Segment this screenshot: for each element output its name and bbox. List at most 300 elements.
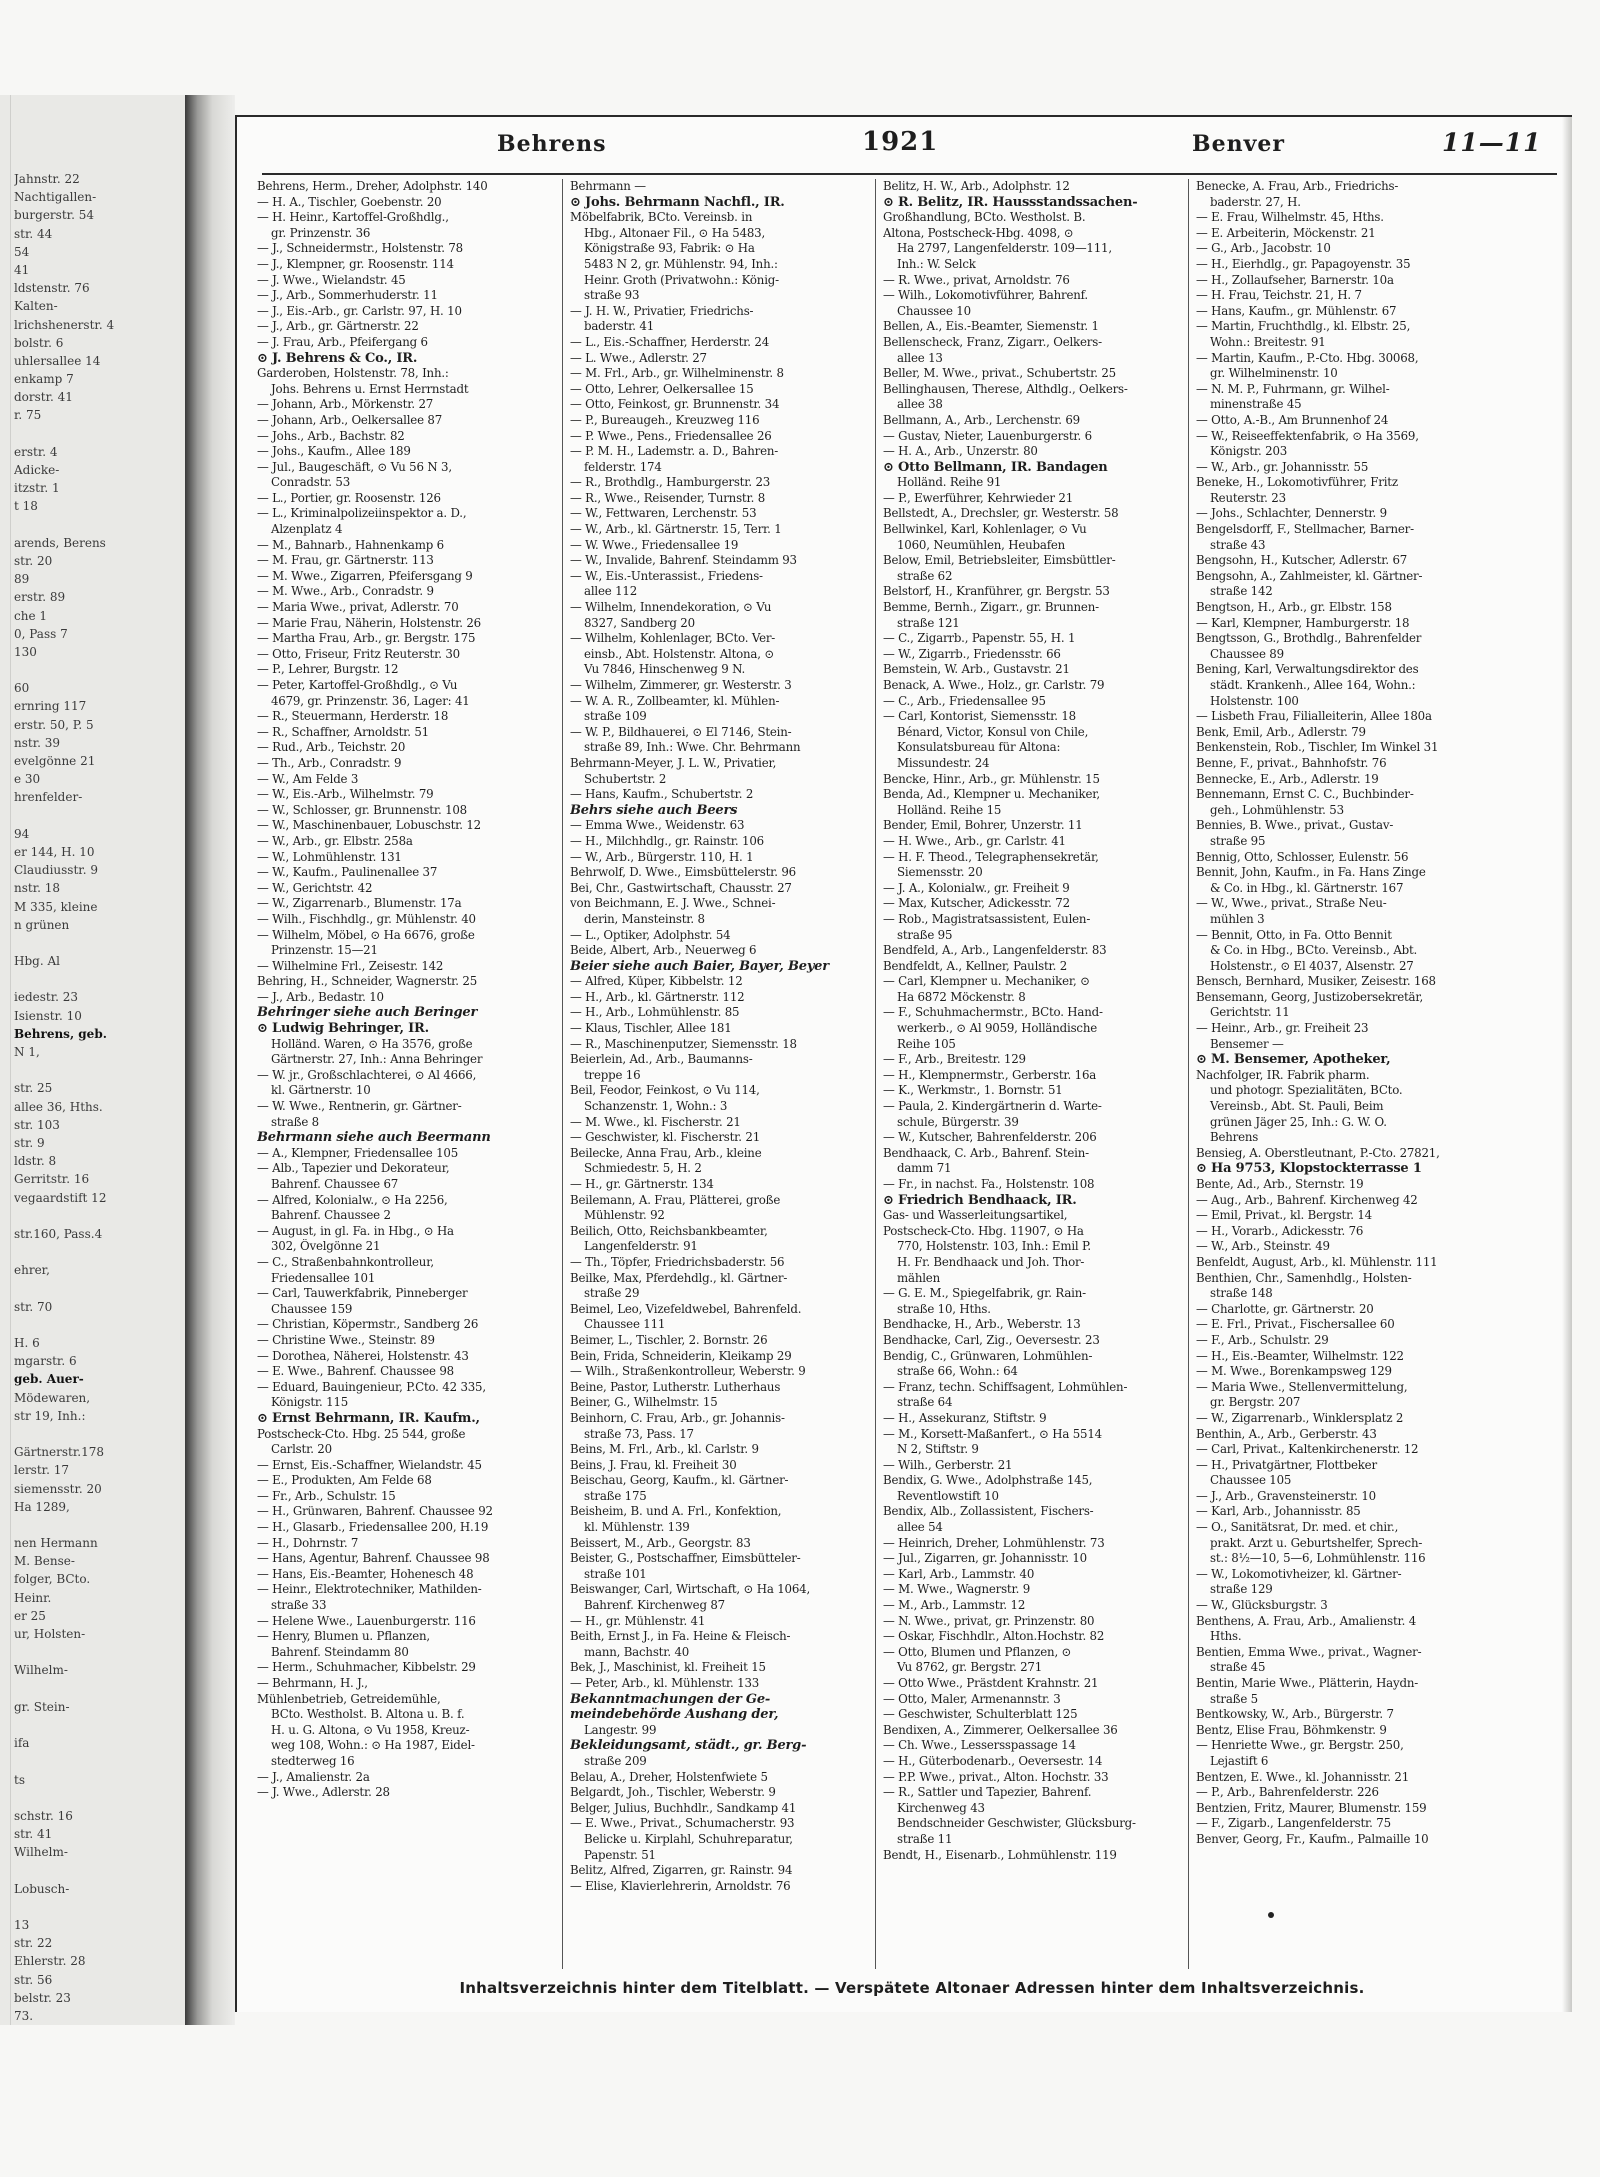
directory-entry: — L., Eis.-Schaffner, Herderstr. 24 bbox=[570, 334, 770, 349]
directory-entry: Beide, Albert, Arb., Neuerweg 6 bbox=[570, 943, 757, 958]
directory-entry: mählen bbox=[897, 1270, 940, 1285]
left-page-line bbox=[14, 1898, 184, 1916]
directory-entry: minenstraße 45 bbox=[1210, 397, 1302, 412]
directory-entry: werkerb., ⊙ Al 9059, Holländische bbox=[897, 1021, 1098, 1036]
directory-entry: — P., Lehrer, Burgstr. 12 bbox=[257, 662, 399, 677]
directory-entry: — R. Wwe., privat, Arnoldstr. 76 bbox=[883, 272, 1070, 287]
directory-entry: Belau, A., Dreher, Holstenfwiete 5 bbox=[570, 1769, 768, 1784]
directory-entry: Bellmann, A., Arb., Lerchenstr. 69 bbox=[883, 412, 1080, 427]
directory-entry: — Carl, Kontorist, Siemensstr. 18 bbox=[883, 709, 1076, 724]
directory-entry: Reventlowstift 10 bbox=[897, 1488, 999, 1503]
left-page-line: M. Bense- bbox=[14, 1554, 75, 1569]
directory-entry: — H., Zollaufseher, Barnerstr. 10a bbox=[1196, 272, 1394, 287]
directory-entry: Bek, J., Maschinist, kl. Freiheit 15 bbox=[570, 1660, 766, 1675]
left-page-line: schstr. 16 bbox=[14, 1808, 73, 1823]
directory-entry: Behrens, Herm., Dreher, Adolphstr. 140 bbox=[257, 179, 488, 193]
directory-entry: Bensieg, A. Oberstleutnant, P.-Cto. 27821, bbox=[1196, 1145, 1440, 1160]
directory-entry: Beister, G., Postschaffner, Eimsbütteler- bbox=[570, 1551, 801, 1566]
left-page-line: Nachtigallen- bbox=[14, 190, 97, 205]
directory-entry: Beischau, Georg, Kaufm., kl. Gärtner- bbox=[570, 1473, 789, 1488]
directory-entry: Bentzien, Fritz, Maurer, Blumenstr. 159 bbox=[1196, 1800, 1427, 1815]
directory-entry: — Gustav, Nieter, Lauenburgerstr. 6 bbox=[883, 428, 1092, 443]
directory-entry: ⊙ M. Bensemer, Apotheker, bbox=[1196, 1052, 1391, 1068]
directory-entry: — E. Frau, Wilhelmstr. 45, Hths. bbox=[1196, 210, 1384, 225]
directory-entry: — C., Straßenbahnkontrolleur, bbox=[257, 1254, 434, 1269]
directory-entry: straße 148 bbox=[1210, 1286, 1273, 1301]
directory-entry: Behrmann siehe auch Beermann bbox=[257, 1130, 491, 1146]
directory-entry: Benk, Emil, Arb., Adlerstr. 79 bbox=[1196, 724, 1366, 739]
directory-entry: — Wilhelm, Kohlenlager, BCto. Ver- bbox=[570, 631, 776, 646]
directory-entry: prakt. Arzt u. Geburtshelfer, Sprech- bbox=[1210, 1535, 1423, 1550]
directory-entry: und photogr. Spezialitäten, BCto. bbox=[1210, 1083, 1403, 1098]
directory-entry: felderstr. 174 bbox=[584, 459, 662, 474]
directory-entry: Inh.: W. Selck bbox=[897, 256, 976, 271]
directory-entry: straße 8 bbox=[271, 1114, 319, 1129]
directory-entry: — Martin, Fruchthdlg., kl. Elbstr. 25, bbox=[1196, 319, 1411, 334]
left-page-line bbox=[14, 1316, 184, 1334]
directory-entry: Benver, Georg, Fr., Kaufm., Palmaille 10 bbox=[1196, 1831, 1429, 1846]
left-page-line: ifa bbox=[14, 1736, 30, 1751]
directory-entry: — W. jr., Großschlachterei, ⊙ Al 4666, bbox=[257, 1067, 477, 1082]
left-page-line: str. 22 bbox=[14, 1936, 53, 1951]
directory-entry: Bei, Chr., Gastwirtschaft, Chausstr. 27 bbox=[570, 880, 792, 895]
directory-entry: Bening, Karl, Verwaltungsdirektor des bbox=[1196, 662, 1419, 677]
left-page-line: itzstr. 1 bbox=[14, 481, 60, 496]
directory-entry: allee 13 bbox=[897, 350, 943, 365]
left-page-line: str. 9 bbox=[14, 1135, 45, 1150]
directory-entry: Benecke, A. Frau, Arb., Friedrichs- bbox=[1196, 179, 1399, 193]
directory-entry: — J., Arb., gr. Gärtnerstr. 22 bbox=[257, 319, 419, 334]
directory-entry: — Charlotte, gr. Gärtnerstr. 20 bbox=[1196, 1301, 1374, 1316]
directory-entry: — W., Eis.-Arb., Wilhelmstr. 79 bbox=[257, 787, 434, 802]
left-page-line: Wilhelm- bbox=[14, 1845, 68, 1860]
directory-entry: straße 45 bbox=[1210, 1660, 1266, 1675]
directory-entry: — P., Arb., Bahrenfelderstr. 226 bbox=[1196, 1785, 1379, 1800]
directory-entry: — Fr., in nachst. Fa., Holstenstr. 108 bbox=[883, 1177, 1095, 1191]
left-page-line: ldstr. 8 bbox=[14, 1154, 57, 1169]
directory-entry: — L., Kriminalpolizeiinspektor a. D., bbox=[257, 506, 467, 521]
directory-entry: Bengelsdorff, F., Stellmacher, Barner- bbox=[1196, 522, 1414, 537]
directory-entry: — H. Wwe., Arb., gr. Carlstr. 41 bbox=[883, 833, 1066, 848]
directory-entry: — Hans, Agentur, Bahrenf. Chaussee 98 bbox=[257, 1551, 490, 1566]
book-gutter bbox=[185, 95, 235, 2025]
directory-entry: allee 112 bbox=[584, 584, 638, 599]
directory-entry: Beine, Pastor, Lutherstr. Lutherhaus bbox=[570, 1379, 781, 1394]
directory-entry: Bentzen, E. Wwe., kl. Johannisstr. 21 bbox=[1196, 1769, 1410, 1784]
directory-entry: Benthens, A. Frau, Arb., Amalienstr. 4 bbox=[1196, 1613, 1417, 1628]
directory-entry: — J., Eis.-Arb., gr. Carlstr. 97, H. 10 bbox=[257, 303, 462, 318]
directory-entry: Garderoben, Holstenstr. 78, Inh.: bbox=[257, 366, 449, 381]
directory-entry: — Heinr., Arb., gr. Freiheit 23 bbox=[1196, 1021, 1369, 1036]
directory-entry: — Martin, Kaufm., P.-Cto. Hbg. 30068, bbox=[1196, 350, 1419, 365]
directory-entry: Behrmann-Meyer, J. L. W., Privatier, bbox=[570, 755, 777, 770]
directory-entry: Benne, F., privat., Bahnhofstr. 76 bbox=[1196, 755, 1387, 770]
left-page-line bbox=[14, 1643, 184, 1661]
left-page-line: Wilhelm- bbox=[14, 1663, 68, 1678]
directory-entry: Friedensallee 101 bbox=[271, 1270, 376, 1285]
directory-entry: — E. Arbeiterin, Möckenstr. 21 bbox=[1196, 225, 1376, 240]
directory-entry: — Geschwister, Schulterblatt 125 bbox=[883, 1707, 1078, 1722]
directory-entry: weg 108, Wohn.: ⊙ Ha 1987, Eidel- bbox=[271, 1738, 475, 1753]
left-page-line: nstr. 18 bbox=[14, 881, 61, 896]
left-facing-page bbox=[0, 95, 186, 2025]
directory-entry: allee 38 bbox=[897, 397, 943, 412]
directory-entry: Benack, A. Wwe., Holz., gr. Carlstr. 79 bbox=[883, 678, 1105, 692]
left-page-line: M 335, kleine bbox=[14, 899, 98, 914]
directory-entry: Gas- und Wasserleitungsartikel, bbox=[883, 1208, 1068, 1223]
directory-entry: 302, Övelgönne 21 bbox=[271, 1239, 381, 1254]
left-page-line: ts bbox=[14, 1772, 25, 1787]
directory-entry: Wohn.: Breitestr. 91 bbox=[1210, 334, 1326, 349]
header-last-name: Benver bbox=[1192, 131, 1285, 157]
left-page-line: gr. Stein- bbox=[14, 1699, 70, 1714]
directory-entry: — Herm., Schuhmacher, Kibbelstr. 29 bbox=[257, 1660, 476, 1675]
left-page-line: dorstr. 41 bbox=[14, 390, 73, 405]
directory-entry: Bendschneider Geschwister, Glücksburg- bbox=[897, 1816, 1136, 1831]
left-page-line: Lobusch- bbox=[14, 1881, 70, 1896]
directory-entry: — L., Optiker, Adolphstr. 54 bbox=[570, 927, 731, 942]
directory-entry: — Emil, Privat., kl. Bergstr. 14 bbox=[1196, 1208, 1372, 1223]
directory-entry: Reihe 105 bbox=[897, 1036, 956, 1051]
directory-entry: kl. Gärtnerstr. 10 bbox=[271, 1083, 371, 1098]
directory-entry: — Carl, Privat., Kaltenkirchenerstr. 12 bbox=[1196, 1442, 1419, 1457]
left-page-line bbox=[14, 516, 184, 534]
directory-entry: Bencke, Hinr., Arb., gr. Mühlenstr. 15 bbox=[883, 771, 1100, 786]
directory-entry: Bennemann, Ernst C. C., Buchbinder- bbox=[1196, 787, 1414, 802]
left-page-line: erstr. 4 bbox=[14, 444, 58, 459]
directory-entry: Altona, Postscheck-Hbg. 4098, ⊙ bbox=[883, 225, 1074, 240]
directory-entry: einsb., Abt. Holstenstr. Altona, ⊙ bbox=[584, 646, 775, 661]
directory-entry: Conradstr. 53 bbox=[271, 475, 350, 490]
directory-entry: Bahrenf. Chaussee 2 bbox=[271, 1208, 391, 1223]
directory-entry: — J., Amalienstr. 2a bbox=[257, 1769, 370, 1784]
directory-entry: Gärtnerstr. 27, Inh.: Anna Behringer bbox=[271, 1052, 483, 1067]
directory-entry: Beneke, H., Lokomotivführer, Fritz bbox=[1196, 475, 1398, 490]
directory-entry: straße 11 bbox=[897, 1831, 953, 1846]
directory-entry: Bengsohn, H., Kutscher, Adlerstr. 67 bbox=[1196, 553, 1408, 568]
directory-entry: — Alfred, Kolonialw., ⊙ Ha 2256, bbox=[257, 1192, 448, 1207]
directory-entry: Beimer, L., Tischler, 2. Bornstr. 26 bbox=[570, 1332, 768, 1347]
directory-entry: — F., Arb., Schulstr. 29 bbox=[1196, 1332, 1329, 1347]
left-page-line: 89 bbox=[14, 572, 30, 587]
left-page-line: Hbg. Al bbox=[14, 954, 60, 969]
directory-entry: — H., Assekuranz, Stiftstr. 9 bbox=[883, 1410, 1047, 1425]
directory-entry: Bendix, Alb., Zollassistent, Fischers- bbox=[883, 1504, 1094, 1519]
directory-entry: — Karl, Klempner, Hamburgerstr. 18 bbox=[1196, 615, 1410, 630]
directory-entry: — W., Arb., gr. Elbstr. 258a bbox=[257, 833, 413, 848]
left-page-line: vegaardstift 12 bbox=[14, 1190, 107, 1205]
directory-entry: Chaussee 105 bbox=[1210, 1473, 1292, 1488]
directory-entry: Johs. Behrens u. Ernst Herrnstadt bbox=[271, 381, 469, 396]
page-edge-shadow bbox=[1562, 117, 1572, 2012]
directory-entry: — Johann, Arb., Mörkenstr. 27 bbox=[257, 397, 434, 412]
directory-entry: — C., Zigarrb., Papenstr. 55, H. 1 bbox=[883, 631, 1076, 646]
left-page-line: arends, Berens bbox=[14, 535, 106, 550]
directory-entry: — Martha Frau, Arb., gr. Bergstr. 175 bbox=[257, 631, 476, 646]
directory-entry: Konsulatsbureau für Altona: bbox=[897, 740, 1061, 755]
directory-entry: Großhandlung, BCto. Westholst. B. bbox=[883, 210, 1086, 225]
directory-entry: — Johs., Arb., Bachstr. 82 bbox=[257, 428, 405, 443]
directory-entry: — M., Arb., Lammstr. 12 bbox=[883, 1598, 1026, 1613]
directory-entry: allee 54 bbox=[897, 1520, 943, 1535]
directory-entry: — Elise, Klavierlehrerin, Arnoldstr. 76 bbox=[570, 1878, 791, 1893]
left-page-line: str. 44 bbox=[14, 226, 53, 241]
directory-entry: — J. Wwe., Adlerstr. 28 bbox=[257, 1785, 390, 1800]
directory-entry: schule, Bürgerstr. 39 bbox=[897, 1114, 1019, 1129]
directory-entry: Bekanntmachungen der Ge- bbox=[570, 1691, 771, 1707]
directory-entry: Bekleidungsamt, städt., gr. Berg- bbox=[570, 1738, 807, 1754]
left-page-line bbox=[14, 1861, 184, 1879]
left-page-line bbox=[14, 1516, 184, 1534]
left-page-line: Heinr. bbox=[14, 1590, 52, 1605]
directory-entry: 1060, Neumühlen, Heubafen bbox=[897, 537, 1066, 552]
left-page-line: Kalten- bbox=[14, 299, 58, 314]
directory-entry: — Ch. Wwe., Lessersspassage 14 bbox=[883, 1738, 1076, 1753]
directory-entry: straße 121 bbox=[897, 615, 960, 630]
directory-entry: Benda, Ad., Klempner u. Mechaniker, bbox=[883, 787, 1100, 802]
directory-entry: Bentkowsky, W., Arb., Bürgerstr. 7 bbox=[1196, 1707, 1394, 1722]
directory-entry: von Beichmann, E. J. Wwe., Schnei- bbox=[570, 896, 776, 911]
directory-entry: Behring, H., Schneider, Wagnerstr. 25 bbox=[257, 974, 478, 989]
directory-entry: straße 73, Pass. 17 bbox=[584, 1426, 694, 1441]
directory-entry: Mühlenstr. 92 bbox=[584, 1208, 665, 1223]
directory-entry: — R., Maschinenputzer, Siemensstr. 18 bbox=[570, 1036, 797, 1051]
directory-entry: Bentien, Emma Wwe., privat., Wagner- bbox=[1196, 1644, 1422, 1659]
left-page-line: evelgönne 21 bbox=[14, 754, 96, 768]
directory-entry: Bente, Ad., Arb., Sternstr. 19 bbox=[1196, 1177, 1364, 1191]
directory-entry: Belstorf, H., Kranführer, gr. Bergstr. 53 bbox=[883, 584, 1110, 599]
left-page-line bbox=[14, 425, 184, 443]
directory-entry: — Alb., Tapezier und Dekorateur, bbox=[257, 1161, 450, 1176]
directory-entry: straße 142 bbox=[1210, 584, 1273, 599]
directory-entry: — W., Arb., kl. Gärtnerstr. 15, Terr. 1 bbox=[570, 522, 782, 537]
left-page-line bbox=[14, 1061, 184, 1079]
directory-entry: — Heinr., Elektrotechniker, Mathilden- bbox=[257, 1582, 482, 1597]
directory-entry: — Hans, Kaufm., Schubertstr. 2 bbox=[570, 787, 754, 802]
left-page-line bbox=[14, 1243, 184, 1261]
directory-entry: — N. M. P., Fuhrmann, gr. Wilhel- bbox=[1196, 381, 1390, 396]
directory-entry: — M. Frl., Arb., gr. Wilhelminenstr. 8 bbox=[570, 366, 784, 381]
directory-entry: derin, Mansteinstr. 8 bbox=[584, 911, 705, 926]
directory-column-2 bbox=[570, 179, 870, 1969]
directory-page bbox=[235, 115, 1572, 2012]
directory-entry: straße 43 bbox=[1210, 537, 1266, 552]
directory-entry: — W. Wwe., Friedensallee 19 bbox=[570, 537, 739, 552]
left-page-line bbox=[14, 661, 184, 679]
directory-entry: Bengsohn, A., Zahlmeister, kl. Gärtner- bbox=[1196, 568, 1423, 583]
directory-entry: 770, Holstenstr. 103, Inh.: Emil P. bbox=[897, 1239, 1091, 1254]
directory-entry: — W., Reiseeffektenfabrik, ⊙ Ha 3569, bbox=[1196, 428, 1419, 443]
directory-entry: BCto. Westholst. B. Altona u. B. f. bbox=[271, 1707, 465, 1722]
directory-entry: — J. Wwe., Wielandstr. 45 bbox=[257, 272, 406, 287]
directory-entry: Beimel, Leo, Vizefeldwebel, Bahrenfeld. bbox=[570, 1301, 802, 1316]
directory-entry: — M., Bahnarb., Hahnenkamp 6 bbox=[257, 537, 444, 552]
directory-entry: straße 175 bbox=[584, 1488, 647, 1503]
directory-entry: — W., Arb., gr. Johannisstr. 55 bbox=[1196, 459, 1369, 474]
directory-entry: — J., Klempner, gr. Roosenstr. 114 bbox=[257, 256, 454, 271]
directory-entry: Hbg., Altonaer Fil., ⊙ Ha 5483, bbox=[584, 225, 766, 240]
directory-entry: — J. Frau, Arb., Pfeifergang 6 bbox=[257, 334, 428, 349]
directory-entry: Bensch, Bernhard, Musiker, Zeisestr. 168 bbox=[1196, 974, 1436, 989]
directory-entry: — M. Wwe., Borenkampsweg 129 bbox=[1196, 1364, 1392, 1379]
directory-entry: — M., Korsett-Maßanfert., ⊙ Ha 5514 bbox=[883, 1426, 1102, 1441]
directory-entry: Bénard, Victor, Konsul von Chile, bbox=[897, 724, 1089, 739]
directory-entry: — Peter, Arb., kl. Mühlenstr. 133 bbox=[570, 1676, 760, 1690]
directory-entry: Bellinghausen, Therese, Althdlg., Oelkers- bbox=[883, 381, 1128, 396]
directory-entry: — Karl, Arb., Johannisstr. 85 bbox=[1196, 1504, 1361, 1519]
left-page-line: er 144, H. 10 bbox=[14, 844, 95, 859]
directory-entry: Benthin, A., Arb., Gerberstr. 43 bbox=[1196, 1426, 1377, 1441]
directory-entry: gr. Prinzenstr. 36 bbox=[271, 225, 371, 240]
directory-entry: — W., Kutscher, Bahrenfelderstr. 206 bbox=[883, 1130, 1097, 1145]
directory-entry: Behrwolf, D. Wwe., Eimsbüttelerstr. 96 bbox=[570, 865, 796, 880]
left-page-line: 60 bbox=[14, 681, 30, 696]
column-divider bbox=[875, 179, 876, 1969]
left-page-line bbox=[14, 807, 184, 825]
directory-entry: — J. A., Kolonialw., gr. Freiheit 9 bbox=[883, 880, 1070, 895]
directory-entry: Behrs siehe auch Beers bbox=[570, 802, 738, 818]
directory-entry: — Otto, Blumen und Pflanzen, ⊙ bbox=[883, 1644, 1072, 1659]
directory-entry: Bensemer — bbox=[1210, 1036, 1284, 1051]
left-page-line: str. 70 bbox=[14, 1299, 53, 1314]
directory-entry: — Maria Wwe., Stellenvermittelung, bbox=[1196, 1379, 1408, 1394]
directory-entry: — Oskar, Fischhdlr., Alton.Hochstr. 82 bbox=[883, 1629, 1105, 1644]
directory-entry: — Peter, Kartoffel-Großhdlg., ⊙ Vu bbox=[257, 678, 458, 692]
directory-entry: — H., gr. Gärtnerstr. 134 bbox=[570, 1177, 714, 1191]
left-page-line: 0, Pass 7 bbox=[14, 626, 68, 641]
directory-entry: — Wilh., Straßenkontrolleur, Weberstr. 9 bbox=[570, 1364, 806, 1379]
directory-entry: straße 5 bbox=[1210, 1691, 1258, 1706]
directory-entry: Bein, Frida, Schneiderin, Kleikamp 29 bbox=[570, 1348, 792, 1363]
directory-entry: H. Fr. Bendhaack und Joh. Thor- bbox=[897, 1254, 1085, 1269]
directory-entry: — Heinrich, Dreher, Lohmühlenstr. 73 bbox=[883, 1535, 1105, 1550]
page-header bbox=[237, 117, 1572, 169]
directory-entry: — Otto, Friseur, Fritz Reuterstr. 30 bbox=[257, 646, 460, 661]
directory-entry: Holländ. Reihe 91 bbox=[897, 475, 1002, 490]
directory-entry: — Behrmann, H. J., bbox=[257, 1676, 368, 1690]
directory-entry: Bahrenf. Steindamm 80 bbox=[271, 1644, 409, 1659]
left-page-line: str. 41 bbox=[14, 1827, 53, 1842]
directory-entry: Bendhacke, Carl, Zig., Oeversestr. 23 bbox=[883, 1332, 1100, 1347]
directory-entry: stedterweg 16 bbox=[271, 1753, 355, 1768]
left-page-line: str. 56 bbox=[14, 1972, 53, 1987]
left-page-line: belstr. 23 bbox=[14, 1990, 71, 2005]
directory-entry: — Ernst, Eis.-Schaffner, Wielandstr. 45 bbox=[257, 1457, 482, 1472]
left-page-line: 94 bbox=[14, 826, 30, 841]
left-page-line: enkamp 7 bbox=[14, 372, 74, 387]
directory-entry: — Wilhelmine Frl., Zeisestr. 142 bbox=[257, 958, 444, 973]
directory-entry: straße 95 bbox=[897, 927, 953, 942]
left-page-line: Behrens, geb. bbox=[14, 1026, 107, 1041]
page-footer-note: Inhaltsverzeichnis hinter dem Titelblatt. — Verspätete Altonaer Adressen hinter dem Inhaltsverzeichnis. bbox=[459, 1979, 1365, 1997]
directory-entry: Bendt, H., Eisenarb., Lohmühlenstr. 119 bbox=[883, 1847, 1117, 1862]
directory-entry: Bendix, G. Wwe., Adolphstraße 145, bbox=[883, 1473, 1093, 1488]
directory-entry: Gerichtstr. 11 bbox=[1210, 1005, 1290, 1020]
directory-entry: — O., Sanitätsrat, Dr. med. et chir., bbox=[1196, 1520, 1399, 1535]
directory-entry: Below, Emil, Betriebsleiter, Eimsbüttler- bbox=[883, 553, 1116, 568]
directory-entry: — Hans, Eis.-Beamter, Hohenesch 48 bbox=[257, 1566, 474, 1581]
directory-entry: straße 29 bbox=[584, 1286, 640, 1301]
directory-entry: ⊙ Johs. Behrmann Nachfl., IR. bbox=[570, 194, 785, 210]
directory-entry: Belitz, H. W., Arb., Adolphstr. 12 bbox=[883, 179, 1070, 193]
left-page-line: Mödewaren, bbox=[14, 1390, 91, 1405]
directory-entry: — Wilhelm, Möbel, ⊙ Ha 6676, große bbox=[257, 927, 475, 942]
directory-entry: — Th., Arb., Conradstr. 9 bbox=[257, 755, 402, 770]
left-page-line: ehrer, bbox=[14, 1263, 50, 1278]
directory-entry: — F., Schuhmachermstr., BCto. Hand- bbox=[883, 1005, 1103, 1020]
directory-entry: — W., Invalide, Bahrenf. Steindamm 93 bbox=[570, 553, 797, 568]
directory-entry: damm 71 bbox=[897, 1161, 952, 1176]
directory-entry: — Maria Wwe., privat, Adlerstr. 70 bbox=[257, 600, 459, 615]
directory-entry: gr. Bergstr. 207 bbox=[1210, 1395, 1301, 1410]
directory-entry: — R., Brothdlg., Hamburgerstr. 23 bbox=[570, 475, 771, 490]
directory-entry: Bendhacke, H., Arb., Weberstr. 13 bbox=[883, 1317, 1081, 1332]
left-page-line: H. 6 bbox=[14, 1336, 40, 1350]
directory-entry: — August, in gl. Fa. in Hbg., ⊙ Ha bbox=[257, 1223, 454, 1238]
directory-entry: Königstr. 203 bbox=[1210, 444, 1288, 459]
directory-entry: — M. Wwe., kl. Fischerstr. 21 bbox=[570, 1114, 741, 1129]
column-divider bbox=[1188, 179, 1189, 1969]
directory-entry: — Max, Kutscher, Adickesstr. 72 bbox=[883, 896, 1070, 911]
directory-entry: Behrmann — bbox=[570, 179, 646, 193]
left-page-line bbox=[14, 1752, 184, 1770]
directory-entry: Lejastift 6 bbox=[1210, 1753, 1269, 1768]
directory-entry: — Otto Wwe., Prästdent Krahnstr. 21 bbox=[883, 1676, 1099, 1690]
directory-entry: straße 10, Hths. bbox=[897, 1301, 991, 1316]
directory-entry: & Co. in Hbg., BCto. Vereinsb., Abt. bbox=[1210, 943, 1418, 958]
directory-entry: — H., Eis.-Beamter, Wilhelmstr. 122 bbox=[1196, 1348, 1404, 1363]
directory-entry: Chaussee 10 bbox=[897, 303, 971, 318]
directory-entry: — J., Arb., Sommerhuderstr. 11 bbox=[257, 288, 438, 303]
left-page-line: n grünen bbox=[14, 917, 70, 932]
directory-entry: Langenfelderstr. 91 bbox=[584, 1239, 698, 1254]
directory-entry: baderstr. 41 bbox=[584, 319, 655, 334]
left-page-line: ldstenstr. 76 bbox=[14, 281, 90, 296]
header-year: 1921 bbox=[862, 127, 939, 157]
directory-entry: straße 66, Wohn.: 64 bbox=[897, 1364, 1018, 1379]
directory-entry: Schubertstr. 2 bbox=[584, 771, 667, 786]
directory-entry: — Wilh., Gerberstr. 21 bbox=[883, 1457, 1013, 1472]
directory-entry: — P. Wwe., Pens., Friedensallee 26 bbox=[570, 428, 772, 443]
left-page-line: Gerritstr. 16 bbox=[14, 1172, 90, 1187]
directory-entry: Bemstein, W. Arb., Gustavstr. 21 bbox=[883, 662, 1070, 677]
left-page-text-fragments bbox=[14, 170, 184, 2025]
directory-entry: treppe 16 bbox=[584, 1067, 641, 1082]
left-page-line: iedestr. 23 bbox=[14, 990, 79, 1005]
directory-entry: Bellenscheck, Franz, Zigarr., Oelkers- bbox=[883, 334, 1102, 349]
directory-entry: — Dorothea, Näherei, Holstenstr. 43 bbox=[257, 1348, 469, 1363]
directory-entry: — Geschwister, kl. Fischerstr. 21 bbox=[570, 1130, 761, 1145]
directory-entry: — L., Portier, gr. Roosenstr. 126 bbox=[257, 490, 441, 505]
directory-entry: Behrens bbox=[1210, 1130, 1259, 1145]
directory-entry: Belgardt, Joh., Tischler, Weberstr. 9 bbox=[570, 1785, 776, 1800]
directory-entry: straße 62 bbox=[897, 568, 953, 583]
left-page-line bbox=[14, 970, 184, 988]
left-page-line: nen Hermann bbox=[14, 1536, 98, 1551]
directory-entry: mann, Bachstr. 40 bbox=[584, 1644, 690, 1659]
directory-entry: Alzenplatz 4 bbox=[271, 522, 343, 537]
directory-entry: Langestr. 99 bbox=[584, 1722, 657, 1737]
left-page-line: Claudiusstr. 9 bbox=[14, 863, 98, 878]
directory-entry: — Hans, Kaufm., gr. Mühlenstr. 67 bbox=[1196, 303, 1397, 318]
directory-entry: — H., Klempnermstr., Gerberstr. 16a bbox=[883, 1067, 1097, 1082]
directory-entry: Beierlein, Ad., Arb., Baumanns- bbox=[570, 1052, 753, 1067]
directory-entry: — W., Arb., Bürgerstr. 110, H. 1 bbox=[570, 849, 754, 864]
directory-entry: ⊙ Ha 9753, Klopstockterrasse 1 bbox=[1196, 1161, 1422, 1177]
directory-entry: Mühlenbetrieb, Getreidemühle, bbox=[257, 1691, 441, 1706]
directory-entry: Beilecke, Anna Frau, Arb., kleine bbox=[570, 1145, 762, 1160]
directory-entry: Bensemann, Georg, Justizobersekretär, bbox=[1196, 989, 1424, 1004]
